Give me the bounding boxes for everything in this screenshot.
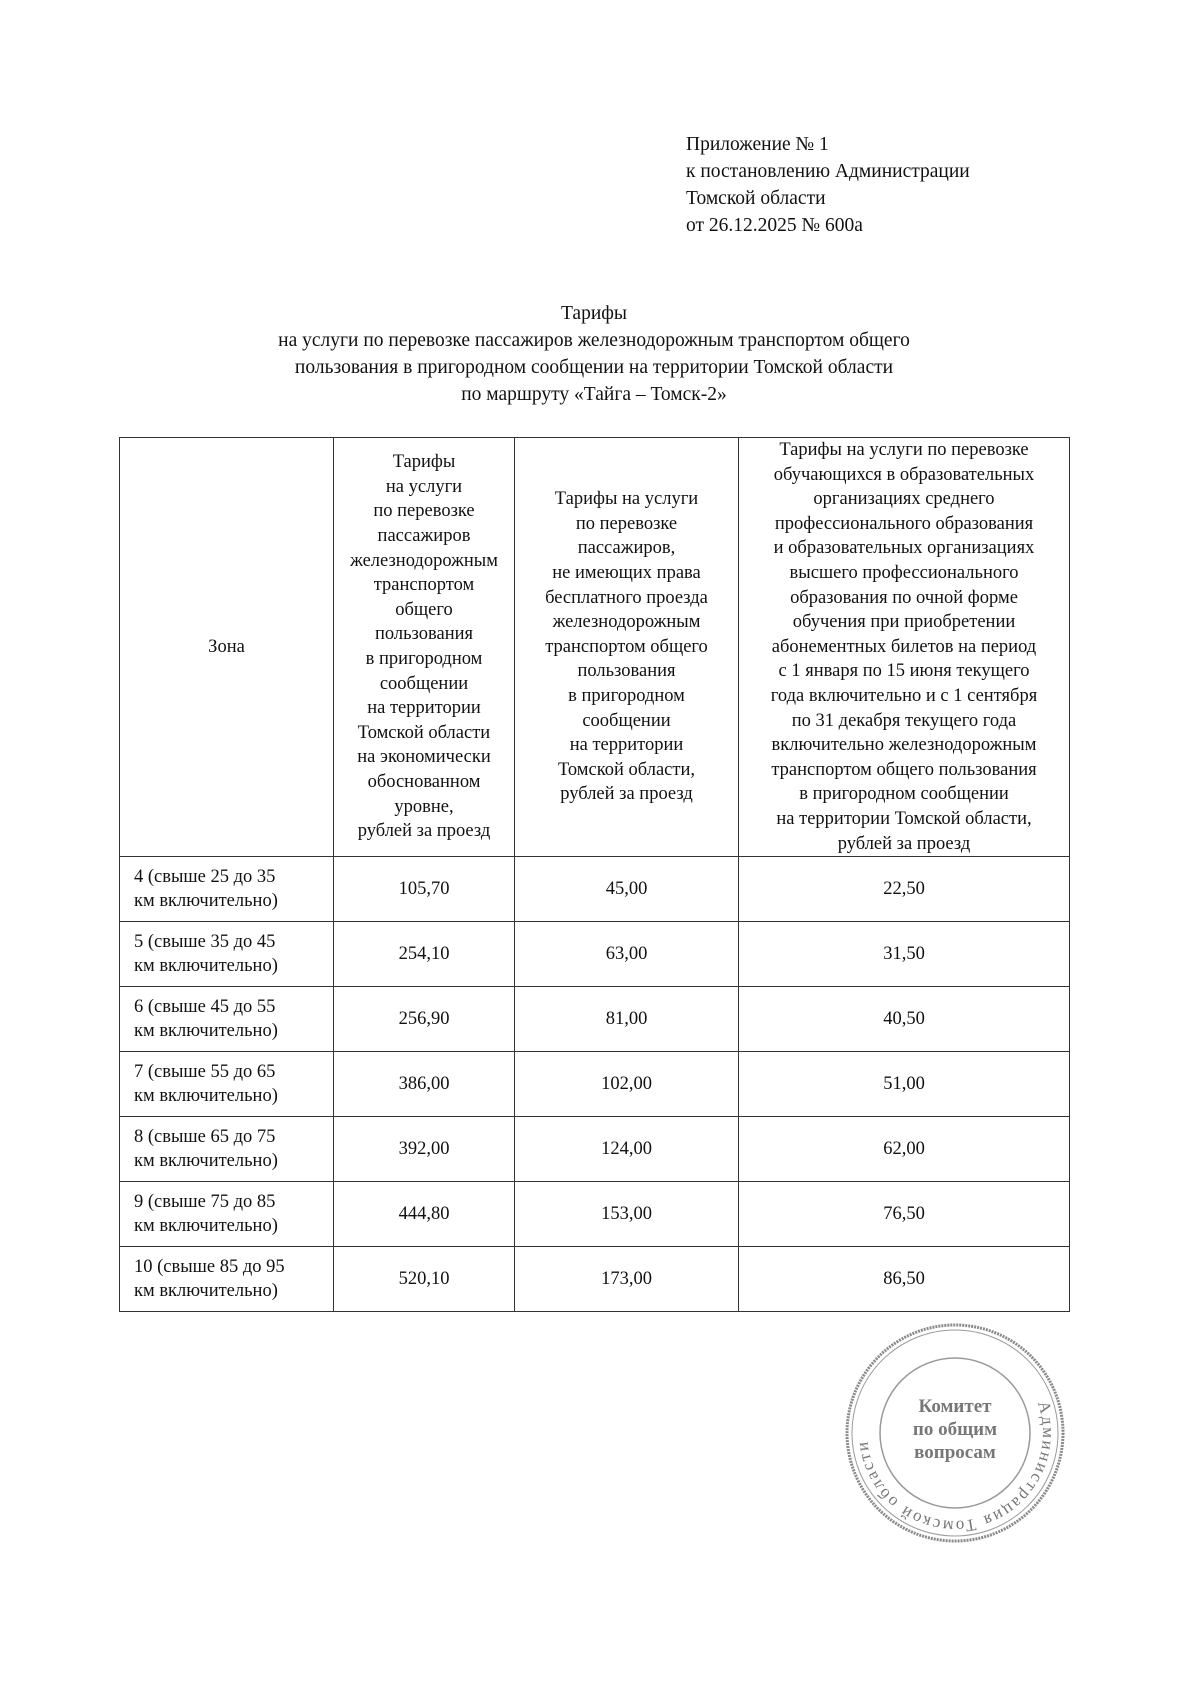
table-row [120,1052,1070,1117]
cell-zone: 6 (свыше 45 до 55 км включительно) [120,987,334,1052]
table-header-row [120,438,1070,857]
cell-zone: 10 (свыше 85 до 95 км включительно) [120,1247,334,1312]
cell-student-tariff: 86,50 [739,1247,1070,1312]
cell-passenger-tariff: 81,00 [515,987,739,1052]
cell-student-tariff: 31,50 [739,922,1070,987]
cell-passenger-tariff: 153,00 [515,1182,739,1247]
table-row [120,922,1070,987]
table-row [120,857,1070,922]
stamp-center-line: Комитет [918,1396,992,1417]
appendix-line: Приложение № 1 [686,134,829,155]
cell-zone: 9 (свыше 75 до 85 км включительно) [120,1182,334,1247]
table-row [120,987,1070,1052]
cell-passenger-tariff: 124,00 [515,1117,739,1182]
cell-passenger-tariff: 45,00 [515,857,739,922]
cell-student-tariff: 40,50 [739,987,1070,1052]
appendix-line: к постановлению Администрации [686,161,970,182]
cell-economic-tariff: 386,00 [334,1052,515,1117]
stamp-ring-text: Администрация Томской области [852,1398,1059,1537]
appendix-block [686,131,970,239]
title-line: Тарифы [560,303,627,324]
cell-student-tariff: 76,50 [739,1182,1070,1247]
cell-economic-tariff: 254,10 [334,922,515,987]
cell-economic-tariff: 256,90 [334,987,515,1052]
appendix-line: от 26.12.2025 № 600а [686,215,863,236]
header-student-tariff: Тарифы на услуги по перевозке обучающихся в образовательных организациях среднего профессионального образования и образовательных организациях высшего профессионального образования по очной форме обучения при приобретении абонементных билетов на период с 1 января по 15 июня текущего года включительно и с 1 сентября по 31 декабря текущего года включительно железнодорожным транспортом общего пользования в пригородном сообщении на территории Томской области, рублей за проезд [739,438,1070,857]
cell-economic-tariff: 444,80 [334,1182,515,1247]
cell-zone: 7 (свыше 55 до 65 км включительно) [120,1052,334,1117]
official-stamp [840,1318,1070,1548]
cell-zone: 4 (свыше 25 до 35 км включительно) [120,857,334,922]
stamp-center-line: вопросам [914,1442,996,1463]
cell-economic-tariff: 105,70 [334,857,515,922]
document-title [150,300,1038,408]
title-line: по маршруту «Тайга – Томск-2» [461,384,727,405]
cell-student-tariff: 51,00 [739,1052,1070,1117]
cell-zone: 8 (свыше 65 до 75 км включительно) [120,1117,334,1182]
header-passenger-tariff: Тарифы на услуги по перевозке пассажиров, не имеющих права бесплатного проезда железнодорожным транспортом общего пользования в пригородном сообщении на территории Томской области, рублей за проезд [515,438,739,857]
cell-economic-tariff: 392,00 [334,1117,515,1182]
stamp-center-line: по общим [912,1419,998,1440]
title-line: пользования в пригородном сообщении на территории Томской области [294,357,894,378]
cell-zone: 5 (свыше 35 до 45 км включительно) [120,922,334,987]
cell-student-tariff: 62,00 [739,1117,1070,1182]
cell-passenger-tariff: 102,00 [515,1052,739,1117]
cell-passenger-tariff: 173,00 [515,1247,739,1312]
cell-student-tariff: 22,50 [739,857,1070,922]
cell-passenger-tariff: 63,00 [515,922,739,987]
header-economic-tariff: Тарифы на услуги по перевозке пассажиров железнодорожным транспортом общего пользования в пригородном сообщении на территории Томской области на экономически обоснованном уровне, рублей за проезд [334,438,515,857]
header-zone: Зона [120,438,334,857]
cell-economic-tariff: 520,10 [334,1247,515,1312]
title-line: на услуги по перевозке пассажиров железнодорожным транспортом общего [278,330,910,351]
tariff-table [119,437,1070,1312]
table-row [120,1182,1070,1247]
table-row [120,1247,1070,1312]
appendix-line: Томской области [686,188,826,209]
table-row [120,1117,1070,1182]
